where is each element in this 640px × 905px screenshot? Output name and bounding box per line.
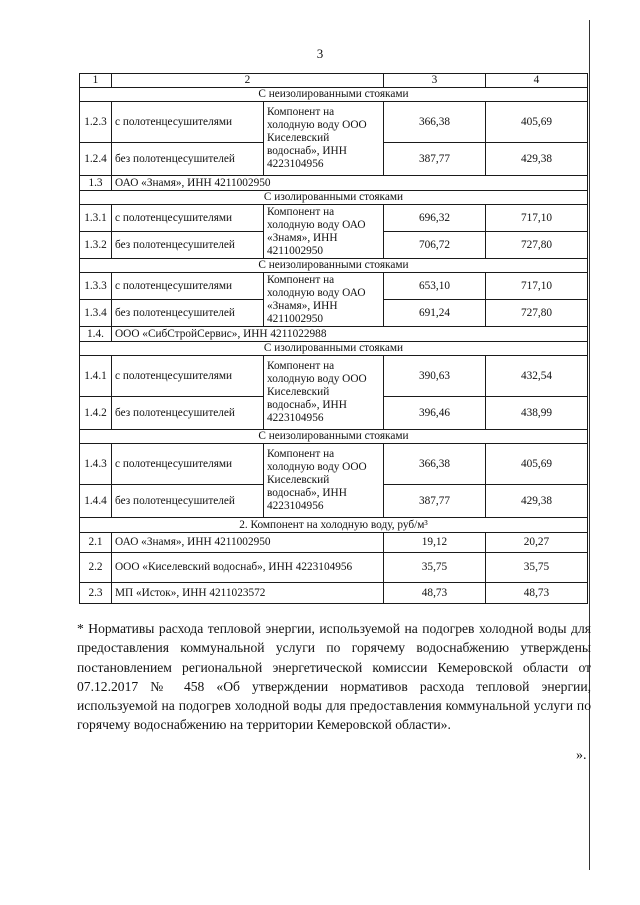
value-col-3: 35,75 (384, 553, 486, 583)
table-row (80, 356, 588, 397)
component-cell: Компонент на холодную воду ООО Киселевский водоснаб», ИНН 4223104956 (264, 356, 384, 430)
value-col-3: 390,63 (384, 356, 486, 397)
value-col-4: 405,69 (486, 444, 588, 485)
section-row (80, 518, 588, 533)
value-col-3: 48,73 (384, 583, 486, 604)
table-row (80, 444, 588, 485)
row-number: 1.3.4 (80, 300, 112, 327)
section-non-insulated: С неизолированными стояками (80, 88, 588, 102)
row-number: 1.2.4 (80, 143, 112, 176)
table-row (80, 553, 588, 583)
section-component: 2. Компонент на холодную воду, руб/м³ (80, 518, 588, 533)
row-number: 1.4. (80, 327, 112, 342)
table-row (80, 102, 588, 143)
section-row (80, 88, 588, 102)
row-number: 1.3.2 (80, 232, 112, 259)
section-row (80, 430, 588, 444)
row-type: без полотенцесушителей (112, 485, 264, 518)
footnote-text: * Нормативы расхода тепловой энергии, используемой на подогрев холодной воды для предоставления коммунальной услуги по горячему водоснабжению утверждены постановлением региональной энергетической комиссии Кемеровской области от 07.12.2017 № 458 «Об утверждении нормативов расхода тепловой энергии, используемой на подогрев холодной воды для предоставления коммунальной услуги по горячему водоснабжению на территории Кемеровской области». (77, 621, 591, 733)
value-col-3: 19,12 (384, 533, 486, 553)
org-name: ОАО «Знамя», ИНН 4211002950 (112, 533, 384, 553)
table-header-row (80, 74, 588, 88)
row-type: без полотенцесушителей (112, 232, 264, 259)
row-type: без полотенцесушителей (112, 300, 264, 327)
header-col-1: 1 (80, 74, 112, 88)
value-col-3: 366,38 (384, 102, 486, 143)
table-row (80, 273, 588, 300)
org-row (80, 327, 588, 342)
value-col-4: 438,99 (486, 397, 588, 430)
org-name: МП «Исток», ИНН 4211023572 (112, 583, 384, 604)
row-type: с полотенцесушителями (112, 205, 264, 232)
row-type: с полотенцесушителями (112, 356, 264, 397)
org-name: ООО «СибСтройСервис», ИНН 4211022988 (112, 327, 588, 342)
row-number: 2.2 (80, 553, 112, 583)
value-col-4: 717,10 (486, 273, 588, 300)
component-cell: Компонент на холодную воду ОАО «Знамя», ИНН 4211002950 (264, 205, 384, 259)
value-col-4: 20,27 (486, 533, 588, 553)
row-type: с полотенцесушителями (112, 102, 264, 143)
value-col-3: 696,32 (384, 205, 486, 232)
table-row (80, 583, 588, 604)
value-col-4: 717,10 (486, 205, 588, 232)
section-non-insulated: С неизолированными стояками (80, 430, 588, 444)
value-col-4: 432,54 (486, 356, 588, 397)
value-col-3: 653,10 (384, 273, 486, 300)
row-number: 1.3 (80, 176, 112, 191)
section-row (80, 342, 588, 356)
value-col-4: 429,38 (486, 143, 588, 176)
row-number: 1.3.1 (80, 205, 112, 232)
closing-quote-mark: ». (576, 748, 587, 763)
section-insulated: С изолированными стояками (80, 342, 588, 356)
row-number: 1.4.1 (80, 356, 112, 397)
page-number: 3 (316, 46, 324, 61)
row-number: 1.4.3 (80, 444, 112, 485)
org-name: ОАО «Знамя», ИНН 4211002950 (112, 176, 588, 191)
value-col-4: 35,75 (486, 553, 588, 583)
section-insulated: С изолированными стояками (80, 191, 588, 205)
component-cell: Компонент на холодную воду ООО Киселевский водоснаб», ИНН 4223104956 (264, 102, 384, 176)
value-col-3: 706,72 (384, 232, 486, 259)
row-number: 1.3.3 (80, 273, 112, 300)
section-non-insulated: С неизолированными стояками (80, 259, 588, 273)
header-col-2: 2 (112, 74, 384, 88)
value-col-3: 396,46 (384, 397, 486, 430)
component-cell: Компонент на холодную воду ООО Киселевский водоснаб», ИНН 4223104956 (264, 444, 384, 518)
tariff-table (79, 73, 588, 604)
value-col-3: 691,24 (384, 300, 486, 327)
value-col-4: 405,69 (486, 102, 588, 143)
row-number: 1.4.4 (80, 485, 112, 518)
row-number: 2.3 (80, 583, 112, 604)
header-col-4: 4 (486, 74, 588, 88)
section-row (80, 191, 588, 205)
value-col-3: 366,38 (384, 444, 486, 485)
value-col-3: 387,77 (384, 485, 486, 518)
table-row (80, 205, 588, 232)
value-col-4: 48,73 (486, 583, 588, 604)
margin-line (589, 20, 590, 870)
header-col-3: 3 (384, 74, 486, 88)
section-row (80, 259, 588, 273)
row-number: 2.1 (80, 533, 112, 553)
row-number: 1.4.2 (80, 397, 112, 430)
org-name: ООО «Киселевский водоснаб», ИНН 4223104956 (112, 553, 384, 583)
row-type: без полотенцесушителей (112, 397, 264, 430)
value-col-4: 429,38 (486, 485, 588, 518)
org-row (80, 176, 588, 191)
value-col-4: 727,80 (486, 232, 588, 259)
row-type: без полотенцесушителей (112, 143, 264, 176)
component-cell: Компонент на холодную воду ОАО «Знамя», ИНН 4211002950 (264, 273, 384, 327)
row-type: с полотенцесушителями (112, 273, 264, 300)
table-row (80, 533, 588, 553)
value-col-3: 387,77 (384, 143, 486, 176)
row-number: 1.2.3 (80, 102, 112, 143)
value-col-4: 727,80 (486, 300, 588, 327)
row-type: с полотенцесушителями (112, 444, 264, 485)
